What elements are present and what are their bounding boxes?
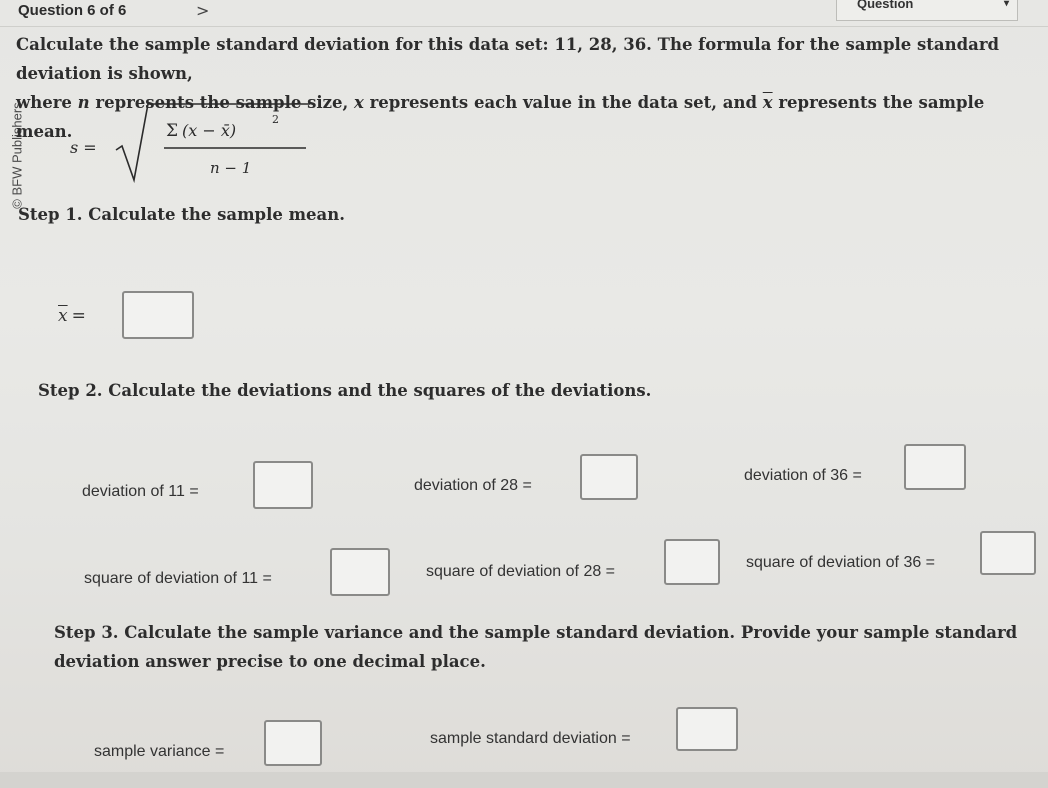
prompt-line-1: Calculate the sample standard deviation for this data set: 11, 28, 36. The formula for the sample standard deviation is shown, <box>16 35 1000 83</box>
formula-exponent: 2 <box>272 113 279 126</box>
formula-lhs: s = <box>70 138 97 157</box>
question-select[interactable] <box>836 0 1018 21</box>
prompt-line-2: where n represents the sample size, x represents each value in the data set, and $\overline{x}$ represents the sample mean. <box>16 93 985 141</box>
step-2-heading: Step 2. Calculate the deviations and the squares of the deviations. <box>38 381 652 400</box>
square-deviation-28-input[interactable] <box>664 539 720 585</box>
sample-variance-input[interactable] <box>264 720 322 766</box>
square-deviation-36-input[interactable] <box>980 531 1036 575</box>
deviation-28-label: deviation of 28 = <box>414 477 532 494</box>
formula-numerator: (x − x̄) <box>182 121 237 140</box>
top-bar <box>0 0 1048 27</box>
deviation-11-input[interactable] <box>253 461 313 509</box>
chevron-down-icon: ▾ <box>1003 0 1009 9</box>
sample-stdev-label: sample standard deviation = <box>430 730 631 747</box>
deviation-28-input[interactable] <box>580 454 638 500</box>
deviation-36-label: deviation of 36 = <box>744 467 862 484</box>
publisher-credit: © BFW Publishers <box>9 102 25 209</box>
sample-variance-label: sample variance = <box>94 743 225 760</box>
sample-stdev-input[interactable] <box>676 707 738 751</box>
std-dev-formula <box>70 98 320 188</box>
question-select-label: Question <box>857 0 914 11</box>
square-deviation-11-input[interactable] <box>330 548 390 596</box>
page-bottom-edge <box>0 772 1048 788</box>
deviation-11-label: deviation of 11 = <box>82 483 199 500</box>
formula-sigma: Σ <box>166 121 179 141</box>
deviation-36-input[interactable] <box>904 444 966 490</box>
sample-mean-label: $\overline{x}$ = <box>58 306 86 326</box>
square-deviation-36-label: square of deviation of 36 = <box>746 554 936 571</box>
formula-radical <box>110 98 310 188</box>
chevron-right-icon[interactable]: > <box>196 1 210 20</box>
square-deviation-28-label: square of deviation of 28 = <box>426 563 616 580</box>
step-3-heading: Step 3. Calculate the sample variance and the sample standard deviation. Provide your sample standard deviation answer precise to one decimal place. <box>54 623 1018 671</box>
sample-mean-input[interactable] <box>122 291 194 339</box>
step-1-heading: Step 1. Calculate the sample mean. <box>18 205 345 224</box>
question-counter: Question 6 of 6 <box>18 2 127 19</box>
square-deviation-11-label: square of deviation of 11 = <box>84 570 272 587</box>
formula-denominator: n − 1 <box>210 159 252 177</box>
